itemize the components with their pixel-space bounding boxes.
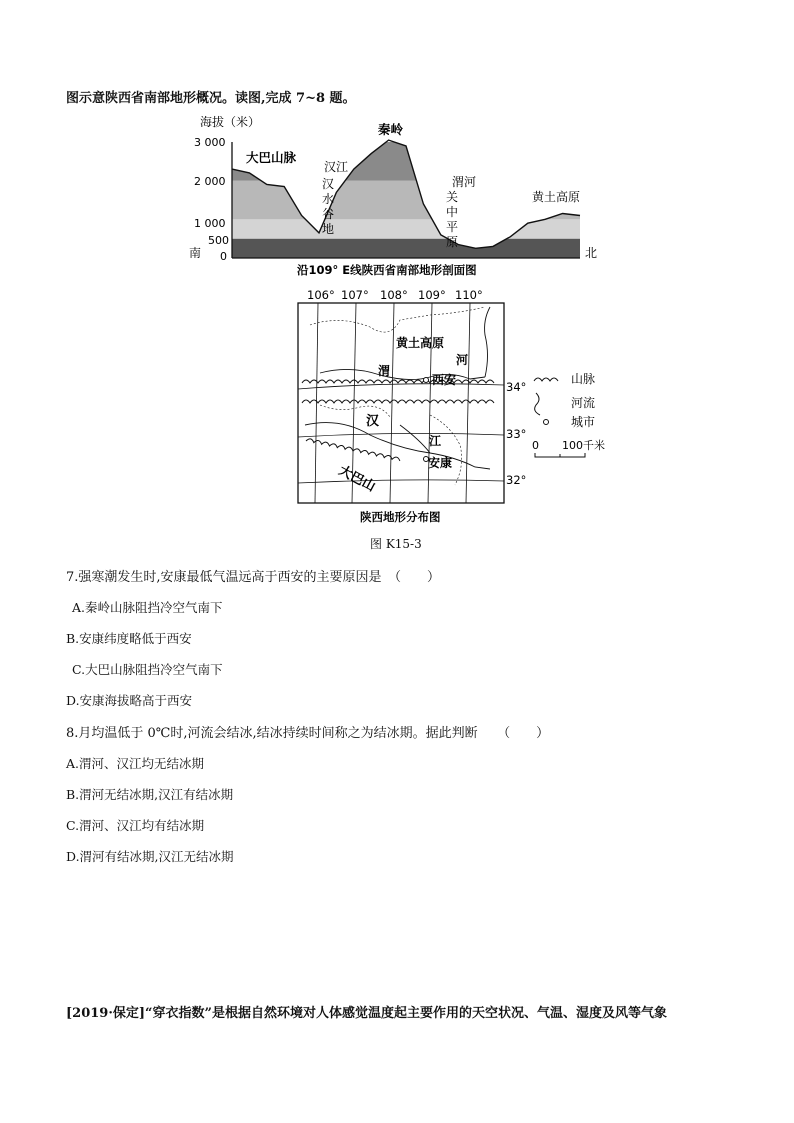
ytick-500: 500 — [208, 234, 229, 247]
legend-river-icon — [535, 393, 540, 415]
legend-mountain-label: 山脉 — [571, 372, 596, 386]
question-7-option-c[interactable]: C.大巴山脉阻挡冷空气南下 — [72, 662, 223, 677]
map-label-jiang: 江 — [429, 434, 442, 448]
ytick-2000: 2 000 — [194, 175, 226, 188]
profile-south-label: 南 — [189, 246, 202, 260]
label-loess-plateau: 黄土高原 — [532, 190, 581, 204]
map-label-xian: 西安 — [432, 373, 457, 387]
xian-city-marker — [424, 378, 429, 383]
label-guanzhong-4: 原 — [446, 235, 459, 249]
question-7-option-a[interactable]: A.秦岭山脉阻挡冷空气南下 — [72, 600, 223, 615]
terrain-profile-chart — [180, 110, 610, 280]
lat-32: 32° — [506, 473, 527, 487]
question-8-stem: 8.月均温低于 0℃时,河流会结冰,结冰持续时间称之为结冰期。据此判断 （ ） — [66, 726, 550, 741]
label-qinling: 秦岭 — [378, 122, 404, 137]
question-7-stem: 7.强寒潮发生时,安康最低气温远高于西安的主要原因是 （ ） — [66, 570, 441, 585]
question-8-option-d[interactable]: D.渭河有结冰期,汉江无结冰期 — [66, 849, 234, 864]
lat-33: 33° — [506, 427, 527, 441]
legend-city-icon — [544, 420, 549, 425]
label-guanzhong-1: 关 — [446, 190, 459, 204]
lon-110: 110° — [455, 288, 483, 302]
ytick-3000: 3 000 — [194, 136, 226, 149]
legend-scale-bar — [535, 453, 585, 457]
map-frame — [298, 303, 504, 503]
lat-34: 34° — [506, 380, 527, 394]
elevation-band-0-500 — [232, 239, 580, 258]
shaanxi-terrain-map — [280, 285, 640, 530]
map-label-loess: 黄土高原 — [396, 336, 445, 350]
label-hanshui-1: 汉 — [322, 177, 335, 191]
legend-city-label: 城市 — [571, 415, 596, 429]
label-daba-mountains: 大巴山脉 — [246, 150, 297, 165]
label-guanzhong-3: 平 — [446, 220, 459, 234]
legend-river-label: 河流 — [571, 396, 596, 410]
lon-106: 106° — [307, 288, 335, 302]
next-section-text: [2019·保定]“穿衣指数”是根据自然环境对人体感觉温度起主要作用的天空状况、气温、湿度及风等气象 — [66, 1006, 667, 1021]
label-hanshui-2: 水 — [322, 192, 335, 206]
question-8-option-a[interactable]: A.渭河、汉江均无结冰期 — [66, 756, 205, 771]
label-guanzhong-2: 中 — [446, 205, 459, 219]
profile-caption: 沿109° E线陕西省南部地形剖面图 — [297, 263, 477, 277]
question-7-option-b[interactable]: B.安康纬度略低于西安 — [66, 631, 192, 646]
legend-mountain-icon — [534, 378, 558, 381]
label-weihe: 渭河 — [452, 175, 477, 189]
profile-ylabel: 海拔（米） — [200, 115, 261, 129]
map-label-wei: 渭 — [378, 364, 391, 378]
intro-text: 图示意陕西省南部地形概况。读图,完成 7~8 题。 — [66, 91, 356, 106]
label-hanjiang: 汉江 — [324, 160, 349, 174]
lon-107: 107° — [341, 288, 369, 302]
map-label-dabashan: 大巴山 — [336, 463, 378, 495]
question-8-option-b[interactable]: B.渭河无结冰期,汉江有结冰期 — [66, 787, 234, 802]
label-hanshui-3: 谷 — [322, 207, 335, 221]
legend-scale-zero: 0 — [532, 439, 539, 452]
map-caption: 陕西地形分布图 — [360, 510, 441, 524]
map-label-he: 河 — [456, 353, 469, 367]
lon-109: 109° — [418, 288, 446, 302]
lon-108: 108° — [380, 288, 408, 302]
elevation-band-500-1000 — [232, 219, 580, 238]
question-8-option-c[interactable]: C.渭河、汉江均有结冰期 — [66, 818, 205, 833]
map-label-ankang: 安康 — [428, 456, 453, 470]
question-7-option-d[interactable]: D.安康海拔略高于西安 — [66, 693, 193, 708]
ytick-1000: 1 000 — [194, 217, 226, 230]
profile-north-label: 北 — [585, 246, 598, 260]
legend-scale-end: 100千米 — [562, 439, 605, 452]
figure-label: 图 K15-3 — [370, 537, 422, 551]
label-hanshui-4: 地 — [322, 222, 335, 236]
ytick-0: 0 — [220, 250, 227, 263]
map-label-han: 汉 — [366, 414, 380, 429]
